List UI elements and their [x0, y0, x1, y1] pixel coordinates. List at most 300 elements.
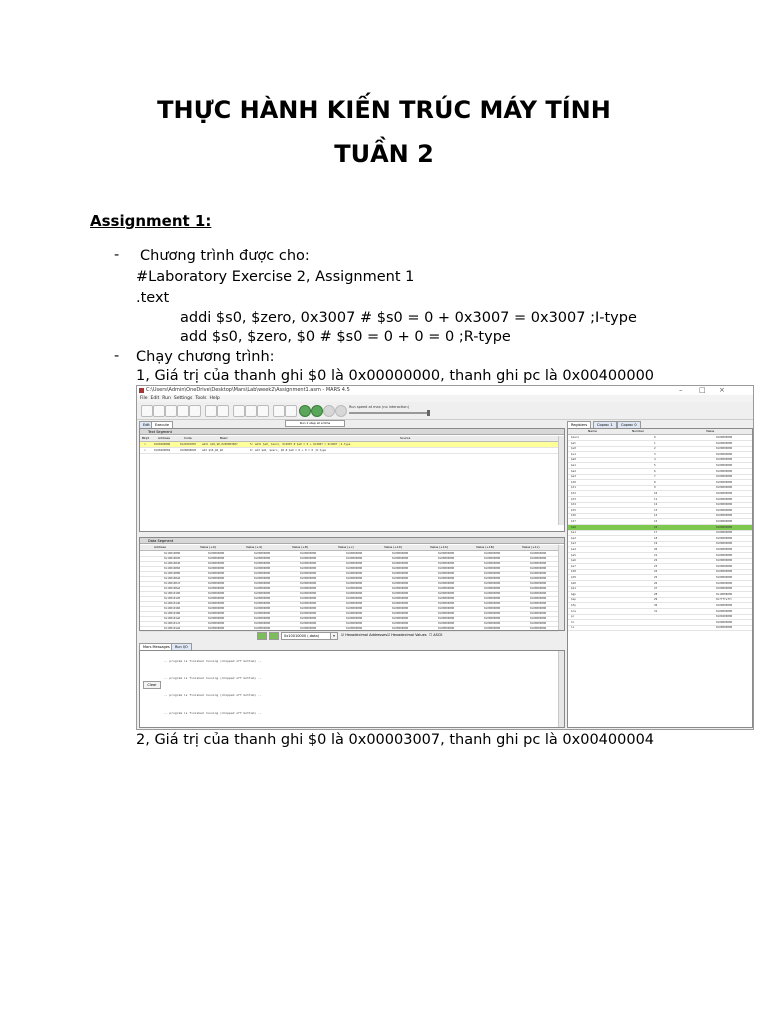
run-speed-slider[interactable]	[349, 412, 429, 414]
data-column-header: Value (+10)	[384, 545, 402, 549]
register-value[interactable]: 0x00000000	[716, 468, 733, 473]
register-value[interactable]: 0x00000000	[716, 580, 733, 585]
run-icon[interactable]	[299, 405, 311, 417]
register-value[interactable]: 0x00000000	[716, 502, 733, 507]
register-name: $s0	[571, 524, 576, 529]
data-cell[interactable]: 0x00000000	[530, 601, 547, 605]
data-cell[interactable]: 0x00000000	[208, 581, 225, 585]
data-cell[interactable]: 0x00000000	[438, 556, 455, 560]
data-cell[interactable]: 0x00000000	[530, 581, 547, 585]
data-cell[interactable]: 0x00000000	[438, 611, 455, 615]
mars-app-icon	[139, 388, 144, 393]
data-cell[interactable]: 0x00000000	[438, 576, 455, 580]
data-cell[interactable]: 0x00000000	[208, 601, 225, 605]
data-cell[interactable]: 0x00000000	[254, 586, 271, 590]
register-number: 26	[654, 580, 658, 585]
register-value[interactable]: 0x00000000	[716, 457, 733, 462]
data-cell[interactable]: 0x00000000	[484, 606, 501, 610]
data-cell[interactable]: 0x00000000	[530, 621, 547, 625]
data-cell[interactable]: 0x00000000	[208, 606, 225, 610]
data-row-address: 0x100100e0	[164, 586, 181, 590]
register-name: $t9	[571, 575, 576, 579]
menu-item[interactable]: Tools	[195, 396, 207, 401]
register-value[interactable]: 0x00000000	[716, 496, 733, 501]
col-bkpt: Bkpt	[142, 436, 149, 440]
redo-icon[interactable]	[217, 405, 229, 417]
data-cell[interactable]: 0x00000000	[438, 601, 455, 605]
register-value[interactable]: 0x00000000	[716, 463, 733, 467]
data-cell[interactable]: 0x00000000	[300, 596, 317, 600]
tab-run-io[interactable]: Run I/O	[171, 643, 192, 650]
data-segment-panel	[139, 537, 565, 631]
tab-coproc1[interactable]: Coproc 1	[593, 421, 617, 428]
register-name: $k0	[571, 580, 576, 585]
data-segment-scrollbar[interactable]	[558, 545, 564, 630]
data-cell[interactable]: 0x00000000	[254, 596, 271, 600]
bullet-dash: -	[114, 348, 120, 364]
data-cell[interactable]: 0x00000000	[392, 611, 409, 615]
data-cell[interactable]: 0x00000000	[346, 601, 363, 605]
cut-icon[interactable]	[233, 405, 245, 417]
data-cell[interactable]: 0x00000000	[484, 616, 501, 620]
data-cell[interactable]: 0x00000000	[208, 591, 225, 595]
register-number: 28	[654, 591, 658, 596]
col-source: Source	[400, 436, 411, 440]
register-number: 19	[654, 541, 658, 546]
data-cell[interactable]: 0x00000000	[392, 576, 409, 580]
data-column-header: Value (+8)	[292, 545, 308, 549]
data-cell[interactable]: 0x00000000	[346, 586, 363, 590]
text-row[interactable]	[140, 448, 558, 454]
close-icon[interactable]: ×	[719, 386, 725, 394]
data-cell[interactable]: 0x00000000	[530, 616, 547, 620]
data-cell[interactable]: 0x00000000	[254, 581, 271, 585]
save-all-icon[interactable]	[177, 405, 189, 417]
data-cell[interactable]: 0x00000000	[484, 576, 501, 580]
data-cell[interactable]: 0x00000000	[530, 626, 547, 630]
data-cell[interactable]: 0x00000000	[208, 586, 225, 590]
data-cell[interactable]: 0x00000000	[392, 551, 409, 555]
data-cell[interactable]: 0x00000000	[438, 596, 455, 600]
register-name: $t0	[571, 479, 576, 484]
maximize-icon[interactable]: □	[699, 386, 706, 394]
register-number: 17	[654, 530, 658, 535]
register-name: lo	[571, 625, 575, 630]
menu-item[interactable]: Help	[209, 396, 220, 401]
register-value[interactable]: 0x00000000	[716, 440, 733, 445]
data-cell[interactable]: 0x00000000	[438, 581, 455, 585]
data-cell[interactable]: 0x00000000	[484, 551, 501, 555]
data-column-header: Value (+0)	[200, 545, 216, 549]
register-value[interactable]: 0x00000000	[716, 586, 733, 591]
register-number: 27	[654, 586, 658, 591]
data-cell[interactable]: 0x00000000	[346, 606, 363, 610]
register-value[interactable]: 0x00000000	[716, 569, 733, 574]
tab-coproc0[interactable]: Coproc 0	[617, 421, 641, 428]
data-cell[interactable]: 0x00000000	[208, 556, 225, 560]
data-row-address: 0x10010180	[164, 611, 181, 615]
register-number: 7	[654, 474, 656, 479]
data-cell[interactable]: 0x00000000	[208, 561, 225, 565]
data-cell[interactable]: 0x00000000	[346, 591, 363, 595]
data-cell[interactable]: 0x00000000	[254, 571, 271, 575]
data-cell[interactable]: 0x00000000	[208, 596, 225, 600]
register-number: 6	[654, 468, 656, 473]
data-cell[interactable]: 0x00000000	[484, 601, 501, 605]
register-value[interactable]: 0x00000000	[716, 474, 733, 479]
data-cell[interactable]: 0x00000000	[208, 616, 225, 620]
find-icon[interactable]	[273, 405, 285, 417]
data-cell[interactable]: 0x00000000	[254, 556, 271, 560]
register-value[interactable]: 0x00000000	[716, 608, 733, 613]
data-cell[interactable]: 0x00000000	[254, 601, 271, 605]
data-row-address: 0x10010160	[164, 606, 181, 610]
register-value[interactable]: 0x00000000	[716, 435, 733, 439]
register-number: 16	[654, 524, 658, 529]
assemble-icon[interactable]	[285, 405, 297, 417]
data-cell[interactable]: 0x00000000	[346, 596, 363, 600]
data-cell[interactable]: 0x00000000	[300, 576, 317, 580]
data-cell[interactable]: 0x00000000	[392, 606, 409, 610]
breakpoint-checkbox[interactable]: ☐	[144, 448, 146, 452]
data-cell[interactable]: 0x00000000	[300, 556, 317, 560]
register-number: 4	[654, 457, 656, 462]
register-name: $v0	[571, 446, 576, 451]
register-value[interactable]: 0x00000000	[716, 563, 733, 568]
ascii-label: ASCII	[433, 633, 443, 637]
data-cell[interactable]: 0x00000000	[392, 626, 409, 630]
hex-addresses-label: Hexadecimal Addresses	[345, 633, 388, 637]
text-segment-scrollbar[interactable]	[558, 436, 564, 525]
tab-mars-messages[interactable]: Mars Messages	[139, 643, 174, 650]
register-number: 25	[654, 575, 658, 579]
register-name: $a1	[571, 463, 576, 467]
data-cell[interactable]: 0x00000000	[300, 616, 317, 620]
register-value[interactable]: 0x00000000	[716, 558, 733, 563]
register-number: 1	[654, 440, 656, 445]
menu-item[interactable]: Run	[162, 396, 171, 401]
document-subtitle: TUẦN 2	[334, 140, 434, 168]
register-number: 14	[654, 513, 658, 518]
data-cell[interactable]: 0x00000000	[346, 556, 363, 560]
data-cell[interactable]: 0x00000000	[254, 616, 271, 620]
data-cell[interactable]: 0x00000000	[530, 556, 547, 560]
data-cell[interactable]: 0x00000000	[484, 596, 501, 600]
data-cell[interactable]: 0x00000000	[484, 621, 501, 625]
data-cell[interactable]: 0x00000000	[300, 601, 317, 605]
hex-values-checkbox[interactable]: ☑ Hexadecimal Values	[387, 633, 427, 637]
data-row-address: 0x100101e0	[164, 626, 181, 630]
register-value[interactable]: 0x00000000	[716, 479, 733, 484]
data-cell[interactable]: 0x00000000	[484, 581, 501, 585]
register-name: $s1	[571, 530, 576, 535]
register-name: $k1	[571, 586, 576, 591]
data-cell[interactable]: 0x00000000	[438, 591, 455, 595]
register-number: 9	[654, 485, 656, 490]
data-cell[interactable]: 0x00000000	[254, 561, 271, 565]
register-name: $s2	[571, 535, 576, 540]
data-cell[interactable]: 0x00000000	[438, 621, 455, 625]
register-number: 10	[654, 491, 658, 495]
data-cell[interactable]: 0x00000000	[346, 626, 363, 630]
open-file-icon[interactable]	[153, 405, 165, 417]
data-cell[interactable]: 0x00000000	[346, 551, 363, 555]
register-value[interactable]: 0x10008000	[716, 591, 733, 596]
undo-icon[interactable]	[205, 405, 217, 417]
register-name: $t6	[571, 513, 576, 518]
data-cell[interactable]: 0x00000000	[346, 581, 363, 585]
register-number: 20	[654, 547, 658, 551]
data-column-header: Value (+c)	[338, 545, 354, 549]
data-cell[interactable]: 0x00000000	[300, 561, 317, 565]
chevron-down-icon[interactable]: ▾	[330, 632, 338, 640]
register-value[interactable]: 0x00000000	[716, 603, 733, 607]
data-cell[interactable]: 0x00000000	[392, 621, 409, 625]
data-cell[interactable]: 0x00000000	[300, 581, 317, 585]
result-line-1: 1, Giá trị của thanh ghi $0 là 0x00000000, thanh ghi pc là 0x00400000	[136, 368, 655, 384]
text-row-source: 5: addi $s0, $zero, 0x3007 # $s0 = 0 + 0x3007 = 0x3007 ;I-type	[250, 442, 351, 446]
register-name: $ra	[571, 608, 576, 613]
data-cell[interactable]: 0x00000000	[300, 591, 317, 595]
data-cell[interactable]: 0x00000000	[438, 626, 455, 630]
step-icon[interactable]	[311, 405, 323, 417]
data-cell[interactable]: 0x00000000	[254, 551, 271, 555]
new-file-icon[interactable]	[141, 405, 153, 417]
menu-bar	[137, 395, 753, 402]
register-number: 8	[654, 479, 656, 484]
register-number: 5	[654, 463, 656, 467]
register-number: 21	[654, 552, 658, 557]
message-line: -- program is finished running (dropped off bottom) --	[164, 693, 262, 697]
assignment-heading: Assignment 1:	[90, 212, 212, 230]
data-cell[interactable]: 0x00000000	[530, 551, 547, 555]
data-cell[interactable]: 0x00000000	[438, 571, 455, 575]
data-cell[interactable]: 0x00000000	[346, 616, 363, 620]
save-icon[interactable]	[165, 405, 177, 417]
data-row	[140, 626, 558, 632]
copy-icon[interactable]	[245, 405, 257, 417]
data-cell[interactable]: 0x00000000	[530, 591, 547, 595]
register-value[interactable]: 0x00000000	[716, 535, 733, 540]
register-name: $t2	[571, 491, 576, 495]
menu-item[interactable]: Settings	[173, 396, 193, 401]
registers-panel	[567, 428, 753, 728]
data-cell[interactable]: 0x00000000	[392, 566, 409, 570]
minimize-icon[interactable]: –	[679, 386, 683, 394]
data-cell[interactable]: 0x00000000	[484, 556, 501, 560]
register-value[interactable]: 0x00000000	[716, 519, 733, 523]
result-line-2: 2, Giá trị của thanh ghi $0 là 0x00003007, thanh ghi pc là 0x00400004	[136, 732, 655, 748]
data-cell[interactable]: 0x00000000	[208, 566, 225, 570]
tab-registers[interactable]: Registers	[567, 421, 591, 428]
register-value[interactable]: 0x00000000	[716, 552, 733, 557]
data-cell[interactable]: 0x00000000	[208, 621, 225, 625]
data-cell[interactable]: 0x00000000	[392, 591, 409, 595]
data-cell[interactable]: 0x00000000	[530, 566, 547, 570]
register-name: $s4	[571, 547, 576, 551]
message-line: -- program is finished running (dropped off bottom) --	[164, 659, 262, 663]
data-cell[interactable]: 0x00000000	[392, 586, 409, 590]
data-cell[interactable]: 0x00000000	[346, 576, 363, 580]
data-cell[interactable]: 0x00000000	[392, 561, 409, 565]
data-cell[interactable]: 0x00000000	[254, 576, 271, 580]
data-cell[interactable]: 0x00000000	[346, 566, 363, 570]
data-cell[interactable]: 0x00000000	[392, 571, 409, 575]
register-value[interactable]: 0x00000000	[716, 530, 733, 535]
data-cell[interactable]: 0x00000000	[208, 611, 225, 615]
data-cell[interactable]: 0x00000000	[438, 561, 455, 565]
menu-item[interactable]: File	[140, 396, 148, 401]
data-cell[interactable]: 0x00000000	[484, 566, 501, 570]
data-cell[interactable]: 0x00000000	[392, 556, 409, 560]
data-cell[interactable]: 0x00000000	[484, 591, 501, 595]
data-cell[interactable]: 0x00000000	[530, 576, 547, 580]
mars-screenshot	[136, 385, 754, 730]
pause-icon[interactable]	[335, 405, 347, 417]
data-cell[interactable]: 0x00000000	[392, 616, 409, 620]
register-name: $a3	[571, 474, 576, 479]
hex-addresses-checkbox[interactable]: ☑ Hexadecimal Addresses	[341, 633, 388, 637]
data-cell[interactable]: 0x00000000	[392, 581, 409, 585]
tab-execute[interactable]: Execute	[151, 421, 173, 428]
register-value[interactable]: 0x00000000	[716, 446, 733, 451]
register-value[interactable]: 0x00000000	[716, 575, 733, 579]
data-cell[interactable]: 0x00000000	[254, 621, 271, 625]
text-segment-panel	[139, 428, 565, 532]
data-cell[interactable]: 0x00000000	[484, 626, 501, 630]
data-cell[interactable]: 0x00000000	[254, 611, 271, 615]
data-cell[interactable]: 0x00000000	[254, 606, 271, 610]
data-cell[interactable]: 0x00000000	[346, 571, 363, 575]
register-value[interactable]: 0x00000000	[716, 513, 733, 518]
col-name: Name	[588, 429, 597, 433]
data-cell[interactable]: 0x00000000	[484, 571, 501, 575]
data-cell[interactable]: 0x00000000	[530, 571, 547, 575]
register-value[interactable]: 0x00000000	[716, 541, 733, 546]
data-cell[interactable]: 0x00000000	[530, 606, 547, 610]
data-address-select[interactable]: 0x10010000 (.data)	[281, 632, 333, 640]
data-cell[interactable]: 0x00000000	[438, 586, 455, 590]
register-value[interactable]: 0x00000000	[716, 451, 733, 456]
data-cell[interactable]: 0x00000000	[208, 571, 225, 575]
register-number: 13	[654, 507, 658, 512]
data-cell[interactable]: 0x00000000	[530, 596, 547, 600]
data-cell[interactable]: 0x00000000	[438, 566, 455, 570]
data-cell[interactable]: 0x00000000	[300, 566, 317, 570]
document-title: THỰC HÀNH KIẾN TRÚC MÁY TÍNH	[157, 96, 611, 124]
register-value[interactable]: 0x00000000	[716, 491, 733, 495]
backstep-icon[interactable]	[323, 405, 335, 417]
message-line: -- program is finished running (dropped off bottom) --	[164, 676, 262, 680]
data-cell[interactable]: 0x00000000	[208, 626, 225, 630]
run-speed-label: Run speed at max (no interaction)	[349, 405, 410, 409]
data-cell[interactable]: 0x00000000	[392, 596, 409, 600]
tab-edit[interactable]: Edit	[139, 421, 154, 428]
code-line-add: add $s0, $zero, $0 # $s0 = 0 + 0 = 0 ;R-type	[180, 329, 511, 345]
data-cell[interactable]: 0x00000000	[438, 551, 455, 555]
col-value: Value	[706, 429, 715, 433]
ascii-checkbox[interactable]: ☐ ASCII	[429, 633, 443, 637]
data-cell[interactable]: 0x00000000	[392, 601, 409, 605]
code-line-addi: addi $s0, $zero, 0x3007 # $s0 = 0 + 0x3007 = 0x3007 ;I-type	[180, 310, 637, 326]
register-value[interactable]: 0x7fffeffc	[716, 597, 733, 602]
data-column-header: Value (+1c)	[522, 545, 540, 549]
register-number: 22	[654, 558, 658, 563]
data-row-address: 0x10010100	[164, 591, 181, 595]
data-cell[interactable]: 0x00000000	[484, 586, 501, 590]
data-cell[interactable]: 0x00000000	[208, 551, 225, 555]
data-cell[interactable]: 0x00000000	[530, 611, 547, 615]
data-cell[interactable]: 0x00000000	[208, 576, 225, 580]
messages-scrollbar[interactable]	[558, 651, 564, 727]
data-cell[interactable]: 0x00000000	[254, 566, 271, 570]
data-cell[interactable]: 0x00000000	[300, 586, 317, 590]
register-number: 0	[654, 435, 656, 439]
col-code: Code	[184, 436, 192, 440]
data-cell[interactable]: 0x00000000	[254, 591, 271, 595]
register-value[interactable]: 0x00000000	[716, 547, 733, 551]
data-column-header: Value (+4)	[246, 545, 262, 549]
toolbar	[137, 402, 753, 420]
register-name: $t1	[571, 485, 576, 490]
data-cell[interactable]: 0x00000000	[300, 611, 317, 615]
data-cell[interactable]: 0x00000000	[300, 551, 317, 555]
data-row-address: 0x10010080	[164, 571, 181, 575]
register-number: 23	[654, 563, 658, 568]
register-name: hi	[571, 619, 575, 624]
data-cell[interactable]: 0x00000000	[438, 606, 455, 610]
data-row-address: 0x10010000	[164, 551, 181, 555]
data-cell[interactable]: 0x00000000	[530, 586, 547, 590]
register-value[interactable]: 0x00000000	[716, 524, 733, 529]
code-directive: .text	[136, 290, 170, 306]
register-value[interactable]: 0x00000000	[716, 625, 733, 630]
data-cell[interactable]: 0x00000000	[438, 616, 455, 620]
data-cell[interactable]: 0x00000000	[300, 606, 317, 610]
data-cell[interactable]: 0x00000000	[484, 561, 501, 565]
register-value[interactable]: 0x00400000	[716, 614, 733, 619]
data-cell[interactable]: 0x00000000	[346, 611, 363, 615]
register-number: 12	[654, 502, 658, 507]
data-cell[interactable]: 0x00000000	[254, 626, 271, 630]
next-page-icon[interactable]	[269, 632, 279, 640]
register-name: $a0	[571, 457, 576, 462]
paste-icon[interactable]	[257, 405, 269, 417]
data-column-header: Value (+14)	[430, 545, 448, 549]
data-row-address: 0x100100c0	[164, 581, 181, 585]
text-row-basic: add $16,$0,$0	[202, 448, 224, 452]
data-cell[interactable]: 0x00000000	[530, 561, 547, 565]
print-icon[interactable]	[189, 405, 201, 417]
data-cell[interactable]: 0x00000000	[484, 611, 501, 615]
register-name: $zero	[571, 435, 580, 439]
menu-item[interactable]: Edit	[150, 396, 160, 401]
data-cell[interactable]: 0x00000000	[300, 571, 317, 575]
data-cell[interactable]: 0x00000000	[346, 561, 363, 565]
prev-page-icon[interactable]	[257, 632, 267, 640]
register-value[interactable]: 0x00000000	[716, 619, 733, 624]
clear-button[interactable]: Clear	[143, 681, 161, 689]
register-value[interactable]: 0x00000000	[716, 485, 733, 490]
register-number: 30	[654, 603, 658, 607]
data-cell[interactable]: 0x00000000	[300, 621, 317, 625]
data-cell[interactable]: 0x00000000	[346, 621, 363, 625]
data-row-address: 0x100100a0	[164, 576, 181, 580]
col-basic: Basic	[220, 436, 228, 440]
breakpoint-checkbox[interactable]: ☐	[144, 442, 146, 446]
data-cell[interactable]: 0x00000000	[300, 626, 317, 630]
register-value[interactable]: 0x00000000	[716, 507, 733, 512]
